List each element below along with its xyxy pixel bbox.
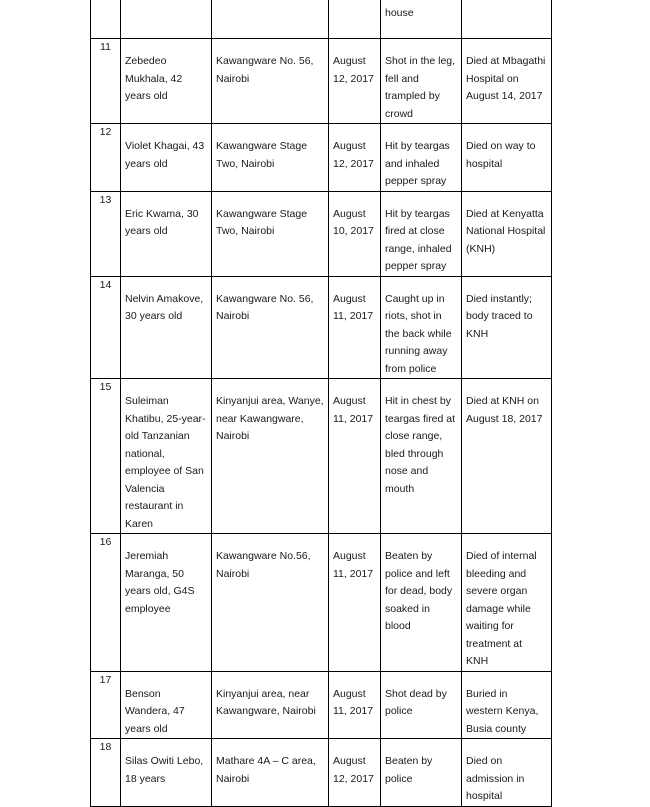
cell-name: Violet Khagai, 43 years old [121, 124, 212, 192]
table-row [91, 739, 552, 807]
cell-date: August 12, 2017 [329, 39, 381, 124]
cell-how-killed: Beaten by police and left for dead, body soaked in blood [381, 534, 462, 672]
cell-how-killed: Shot in the leg, fell and trampled by crowd [381, 39, 462, 124]
cell-date: August 11, 2017 [329, 534, 381, 672]
cell-date: August 10, 2017 [329, 191, 381, 276]
cell-outcome: Died on admission in hospital [462, 739, 552, 807]
table-row [91, 534, 552, 672]
cell-num: 16 [91, 534, 121, 672]
cell-date: August 11, 2017 [329, 276, 381, 379]
cell-date: August 11, 2017 [329, 379, 381, 534]
cell-location: Kinyanjui area, near Kawangware, Nairobi [212, 671, 329, 739]
cell-outcome: Died instantly; body traced to KNH [462, 276, 552, 379]
cell-name: Nelvin Amakove, 30 years old [121, 276, 212, 379]
cell-location: Kinyanjui area, Wanye, near Kawangware, Nairobi [212, 379, 329, 534]
cell-how-killed: Shot dead by police [381, 671, 462, 739]
cell-location: Kawangware No. 56, Nairobi [212, 39, 329, 124]
cell-num: 13 [91, 191, 121, 276]
cell-name: Zebedeo Mukhala, 42 years old [121, 39, 212, 124]
cell-date [329, 0, 381, 39]
table-row-partial [91, 0, 552, 39]
cell-location: Kawangware No. 56, Nairobi [212, 276, 329, 379]
cell-location: Kawangware No.56, Nairobi [212, 534, 329, 672]
cell-location [212, 0, 329, 39]
table-row [91, 671, 552, 739]
cell-num: 12 [91, 124, 121, 192]
cell-how-killed: Hit by teargas and inhaled pepper spray [381, 124, 462, 192]
cell-name [121, 0, 212, 39]
cell-outcome: Died at Kenyatta National Hospital (KNH) [462, 191, 552, 276]
cell-outcome: Died at KNH on August 18, 2017 [462, 379, 552, 534]
cell-how-killed: Hit in chest by teargas fired at close range, bled through nose and mouth [381, 379, 462, 534]
table-row [91, 39, 552, 124]
cell-num [91, 0, 121, 39]
cell-date: August 12, 2017 [329, 739, 381, 807]
cell-how-killed: Beaten by police [381, 739, 462, 807]
casualty-table [90, 0, 552, 807]
cell-name: Suleiman Khatibu, 25-year-old Tanzanian national, employee of San Valencia restaurant in Karen [121, 379, 212, 534]
cell-num: 11 [91, 39, 121, 124]
cell-location: Mathare 4A – C area, Nairobi [212, 739, 329, 807]
cell-location: Kawangware Stage Two, Nairobi [212, 191, 329, 276]
cell-name: Jeremiah Maranga, 50 years old, G4S employee [121, 534, 212, 672]
cell-how-killed: Hit by teargas fired at close range, inhaled pepper spray [381, 191, 462, 276]
cell-how-killed: house [381, 0, 462, 39]
cell-num: 15 [91, 379, 121, 534]
cell-outcome: Died of internal bleeding and severe organ damage while waiting for treatment at KNH [462, 534, 552, 672]
table-row [91, 191, 552, 276]
cell-outcome: Died on way to hospital [462, 124, 552, 192]
cell-name: Silas Owiti Lebo, 18 years [121, 739, 212, 807]
cell-how-killed: Caught up in riots, shot in the back while running away from police [381, 276, 462, 379]
cell-outcome: Buried in western Kenya, Busia county [462, 671, 552, 739]
cell-date: August 12, 2017 [329, 124, 381, 192]
table-row [91, 124, 552, 192]
cell-num: 14 [91, 276, 121, 379]
cell-name: Benson Wandera, 47 years old [121, 671, 212, 739]
cell-location: Kawangware Stage Two, Nairobi [212, 124, 329, 192]
table-row [91, 276, 552, 379]
cell-name: Eric Kwama, 30 years old [121, 191, 212, 276]
table-row [91, 379, 552, 534]
cell-date: August 11, 2017 [329, 671, 381, 739]
cell-num: 18 [91, 739, 121, 807]
cell-outcome: Died at Mbagathi Hospital on August 14, 2017 [462, 39, 552, 124]
cell-num: 17 [91, 671, 121, 739]
cell-outcome [462, 0, 552, 39]
